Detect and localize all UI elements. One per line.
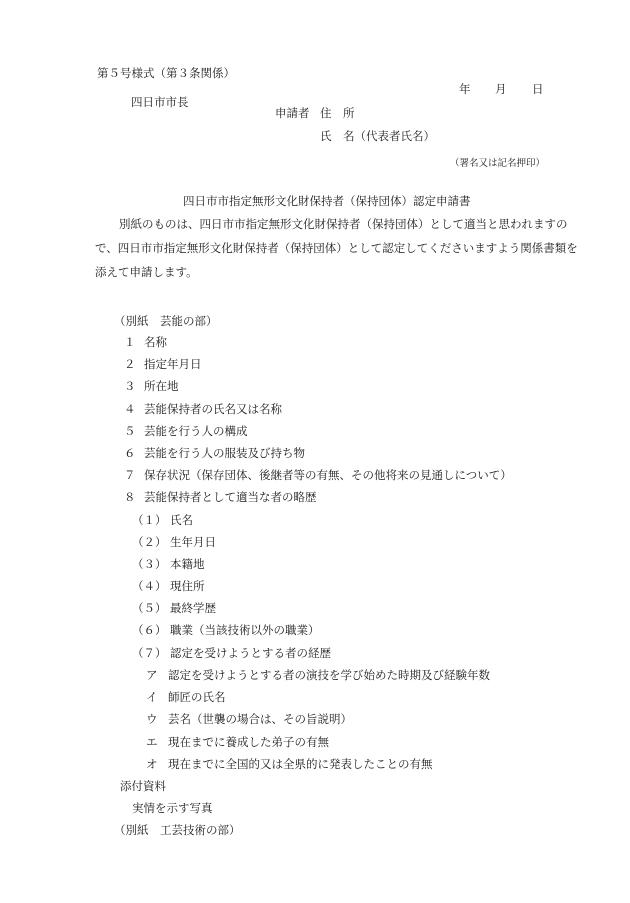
list-item: （６） 職業（当該技術以外の職業） — [132, 623, 320, 637]
list-item: （７） 認定を受けようとする者の経歴 — [132, 646, 331, 660]
annex-title: （別紙 芸能の部） — [114, 314, 218, 328]
annex2-title: （別紙 工芸技術の部） — [114, 823, 241, 837]
list-item: イ 師匠の氏名 — [146, 690, 226, 704]
list-item: ４ 芸能保持者の氏名又は名称 — [124, 402, 282, 416]
list-item: ３ 所在地 — [124, 379, 179, 393]
list-item: エ 現在までに養成した弟子の有無 — [146, 735, 329, 749]
addressee: 四日市市長 — [131, 95, 189, 109]
list-item: １ 名称 — [124, 335, 167, 349]
list-item: オ 現在までに全国的又は全県的に発表したことの有無 — [146, 757, 433, 771]
form-id: 第５号様式（第３条関係） — [97, 66, 235, 80]
list-item: （５） 最終学歴 — [132, 601, 216, 615]
name-label: 氏 名（代表者氏名） — [320, 129, 435, 143]
date-day-label: 日 — [532, 82, 544, 96]
list-item: （３） 本籍地 — [132, 557, 205, 571]
date-month-label: 月 — [495, 82, 507, 96]
list-item: ５ 芸能を行う人の構成 — [124, 424, 248, 438]
list-item: （２） 生年月日 — [132, 535, 216, 549]
list-item: ７ 保存状況（保存団体、後継者等の有無、その他将来の見通しについて） — [124, 468, 512, 482]
list-item: （１） 氏名 — [132, 513, 193, 527]
body-paragraph: 別紙のものは、四日市市指定無形文化財保持者（保持団体）として適当と思われますので、四日市市指定無形文化財保持者（保持団体）として認定してくださいますよう関係書類を添えて申請します。 — [95, 217, 578, 279]
date-year-label: 年 — [459, 82, 471, 96]
list-item: ６ 芸能を行う人の服装及び持ち物 — [124, 446, 305, 460]
document-title: 四日市市指定無形文化財保持者（保持団体）認定申請書 — [183, 194, 471, 208]
list-item: ア 認定を受けようとする者の演技を学び始めた時期及び経験年数 — [146, 668, 490, 682]
list-item: ウ 芸名（世襲の場合は、その旨説明） — [146, 712, 352, 726]
attachments-label: 添付資料 — [120, 779, 166, 793]
signature-note: （署名又は記名押印） — [450, 158, 546, 169]
address-label: 住 所 — [320, 106, 355, 120]
attachment-item: 実情を示す写真 — [132, 801, 213, 815]
list-item: （４） 現住所 — [132, 579, 205, 593]
applicant-label: 申請者 — [275, 106, 310, 120]
list-item: ８ 芸能保持者として適当な者の略歴 — [124, 490, 317, 504]
list-item: ２ 指定年月日 — [124, 357, 202, 371]
